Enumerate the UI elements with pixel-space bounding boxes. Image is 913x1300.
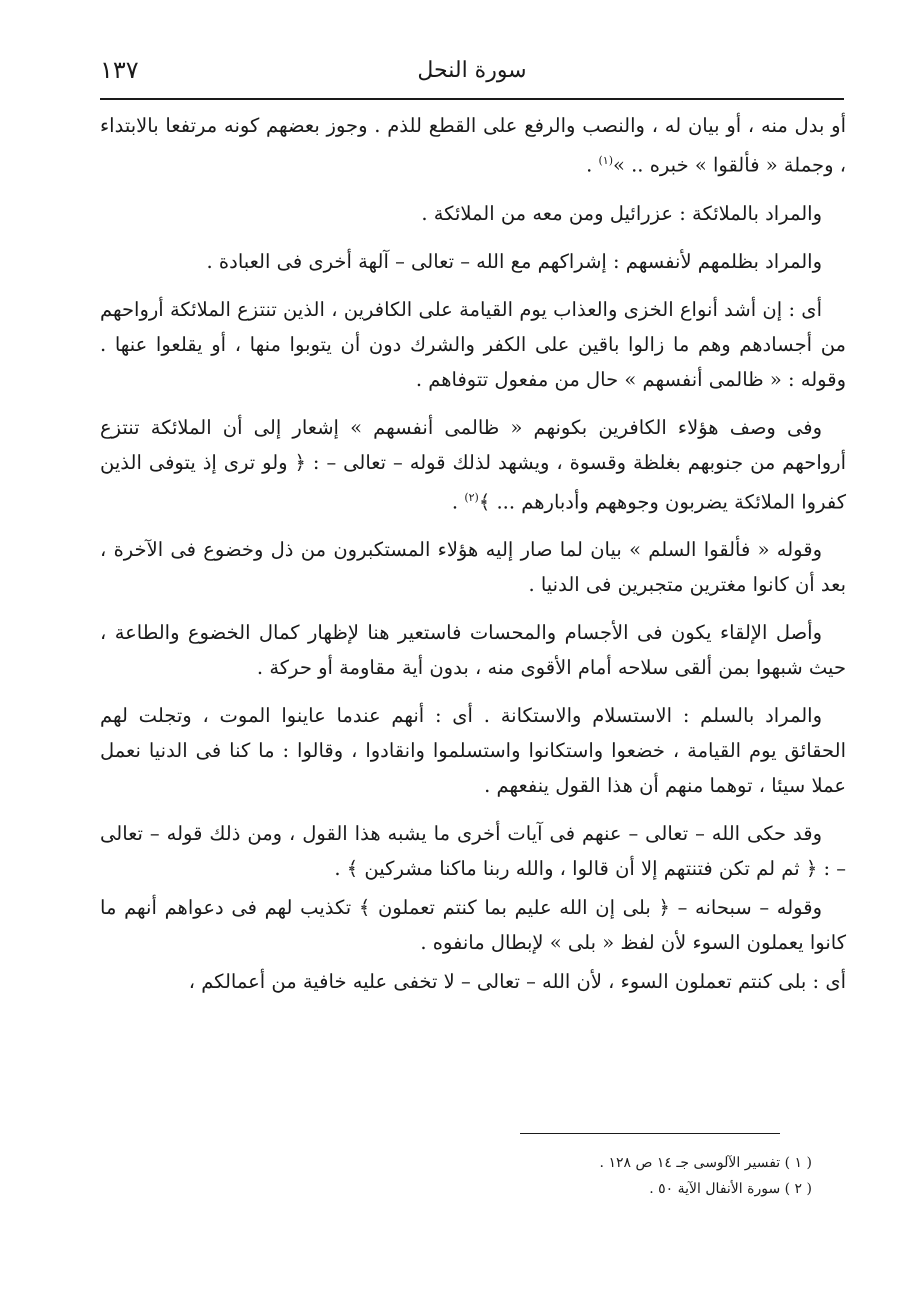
paragraph-6 — [100, 532, 846, 602]
header-divider — [100, 98, 844, 100]
paragraph-9-text: وقد حكى الله – تعالى – عنهم فى آيات أخرى ما يشبه هذا القول ، ومن ذلك قوله – تعالى – : ﴿ ثم لم تكن فتنتهم إلا أن قالوا ، والله ربنا ماكنا مشركين ﴾ . — [100, 822, 846, 880]
paragraph-1 — [100, 108, 846, 183]
paragraph-3-text: والمراد بظلمهم لأنفسهم : إشراكهم مع الله – تعالى – آلهة أخرى فى العبادة . — [206, 249, 822, 273]
paragraph-4 — [100, 292, 846, 397]
surah-title: سورة النحل — [417, 58, 527, 83]
page-header — [100, 52, 844, 92]
footnote-ref-2: (٢) — [464, 490, 479, 504]
paragraph-10-text: وقوله – سبحانه – ﴿ بلى إن الله عليم بما كنتم تعملون ﴾ تكذيب لهم فى دعواهم أنهم ما كانوا يعملون السوء لأن لفظ « بلى » لإبطال مانفوه . — [100, 896, 846, 954]
footnote-divider — [520, 1133, 780, 1134]
footnote-1: ( ١ ) تفسير الآلوسى جـ ١٤ ص ١٢٨ . — [599, 1155, 812, 1171]
paragraph-7 — [100, 615, 846, 685]
paragraph-11 — [100, 964, 846, 999]
paragraph-6-text: وقوله « فألقوا السلم » بيان لما صار إليه هؤلاء المستكبرون من ذل وخضوع فى الآخرة ، بعد أن كانوا مغترين متجبرين فى الدنيا . — [100, 538, 846, 596]
paragraph-2-text: والمراد بالملائكة : عزرائيل ومن معه من الملائكة . — [421, 201, 822, 225]
paragraph-8-text: والمراد بالسلم : الاستسلام والاستكانة . أى : أنهم عندما عاينوا الموت ، وتجلت لهم الحقائق يوم القيامة ، خضعوا واستكانوا واستسلموا وانقادوا ، وقالوا : ما كنا فى الدنيا نعمل عملا سيئا ، توهما منهم أن هذا القول ينفعهم . — [100, 704, 846, 797]
paragraph-1-text: أو بدل منه ، أو بيان له ، والنصب والرفع على القطع للذم . وجوز بعضهم كونه مرتفعا بالابتداء ، وجملة « فألقوا » خبره .. » — [100, 114, 846, 177]
footnote-ref-1: (١) — [598, 154, 613, 167]
paragraph-4-text: أى : إن أشد أنواع الخزى والعذاب يوم القيامة على الكافرين ، الذين تنتزع الملائكة أرواحهم من أجسادهم وهم ما زالوا باقين على الكفر والشرك دون أن يتوبوا منها ، أو يقلعوا عنها . وقوله : « ظالمى أنفسهم » حال من مفعول تتوفاهم . — [100, 297, 846, 391]
page-number: ١٣٧ — [100, 56, 139, 84]
paragraph-2 — [100, 196, 846, 231]
body-text — [100, 108, 846, 1012]
paragraph-1-tail: . — [586, 153, 599, 177]
paragraph-9 — [100, 816, 846, 886]
footnote-2: ( ٢ ) سورة الأنفال الآية ٥٠ . — [649, 1181, 812, 1197]
paragraph-5-tail: . — [451, 490, 465, 513]
paragraph-10 — [100, 890, 846, 960]
paragraph-11-text: أى : بلى كنتم تعملون السوء ، لأن الله – تعالى – لا تخفى عليه خافية من أعمالكم ، — [188, 970, 846, 993]
paragraph-8 — [100, 698, 846, 803]
footnotes — [100, 1150, 812, 1202]
paragraph-5-text: وفى وصف هؤلاء الكافرين بكونهم « ظالمى أنفسهم » إشعار إلى أن الملائكة تنتزع أرواحهم من جنوبهم بغلظة وقسوة ، ويشهد لذلك قوله – تعالى – : ﴿ ولو ترى إذ يتوفى الذين كفروا الملائكة يضربون وجوههم وأدبارهم ... ﴾ — [100, 415, 846, 513]
paragraph-7-text: وأصل الإلقاء يكون فى الأجسام والمحسات فاستعير هنا لإظهار كمال الخضوع والطاعة ، حيث شبهوا بمن ألقى سلاحه أمام الأقوى منه ، بدون أية مقاومة أو حركة . — [100, 621, 846, 679]
paragraph-5 — [100, 410, 846, 520]
paragraph-3 — [100, 244, 846, 279]
